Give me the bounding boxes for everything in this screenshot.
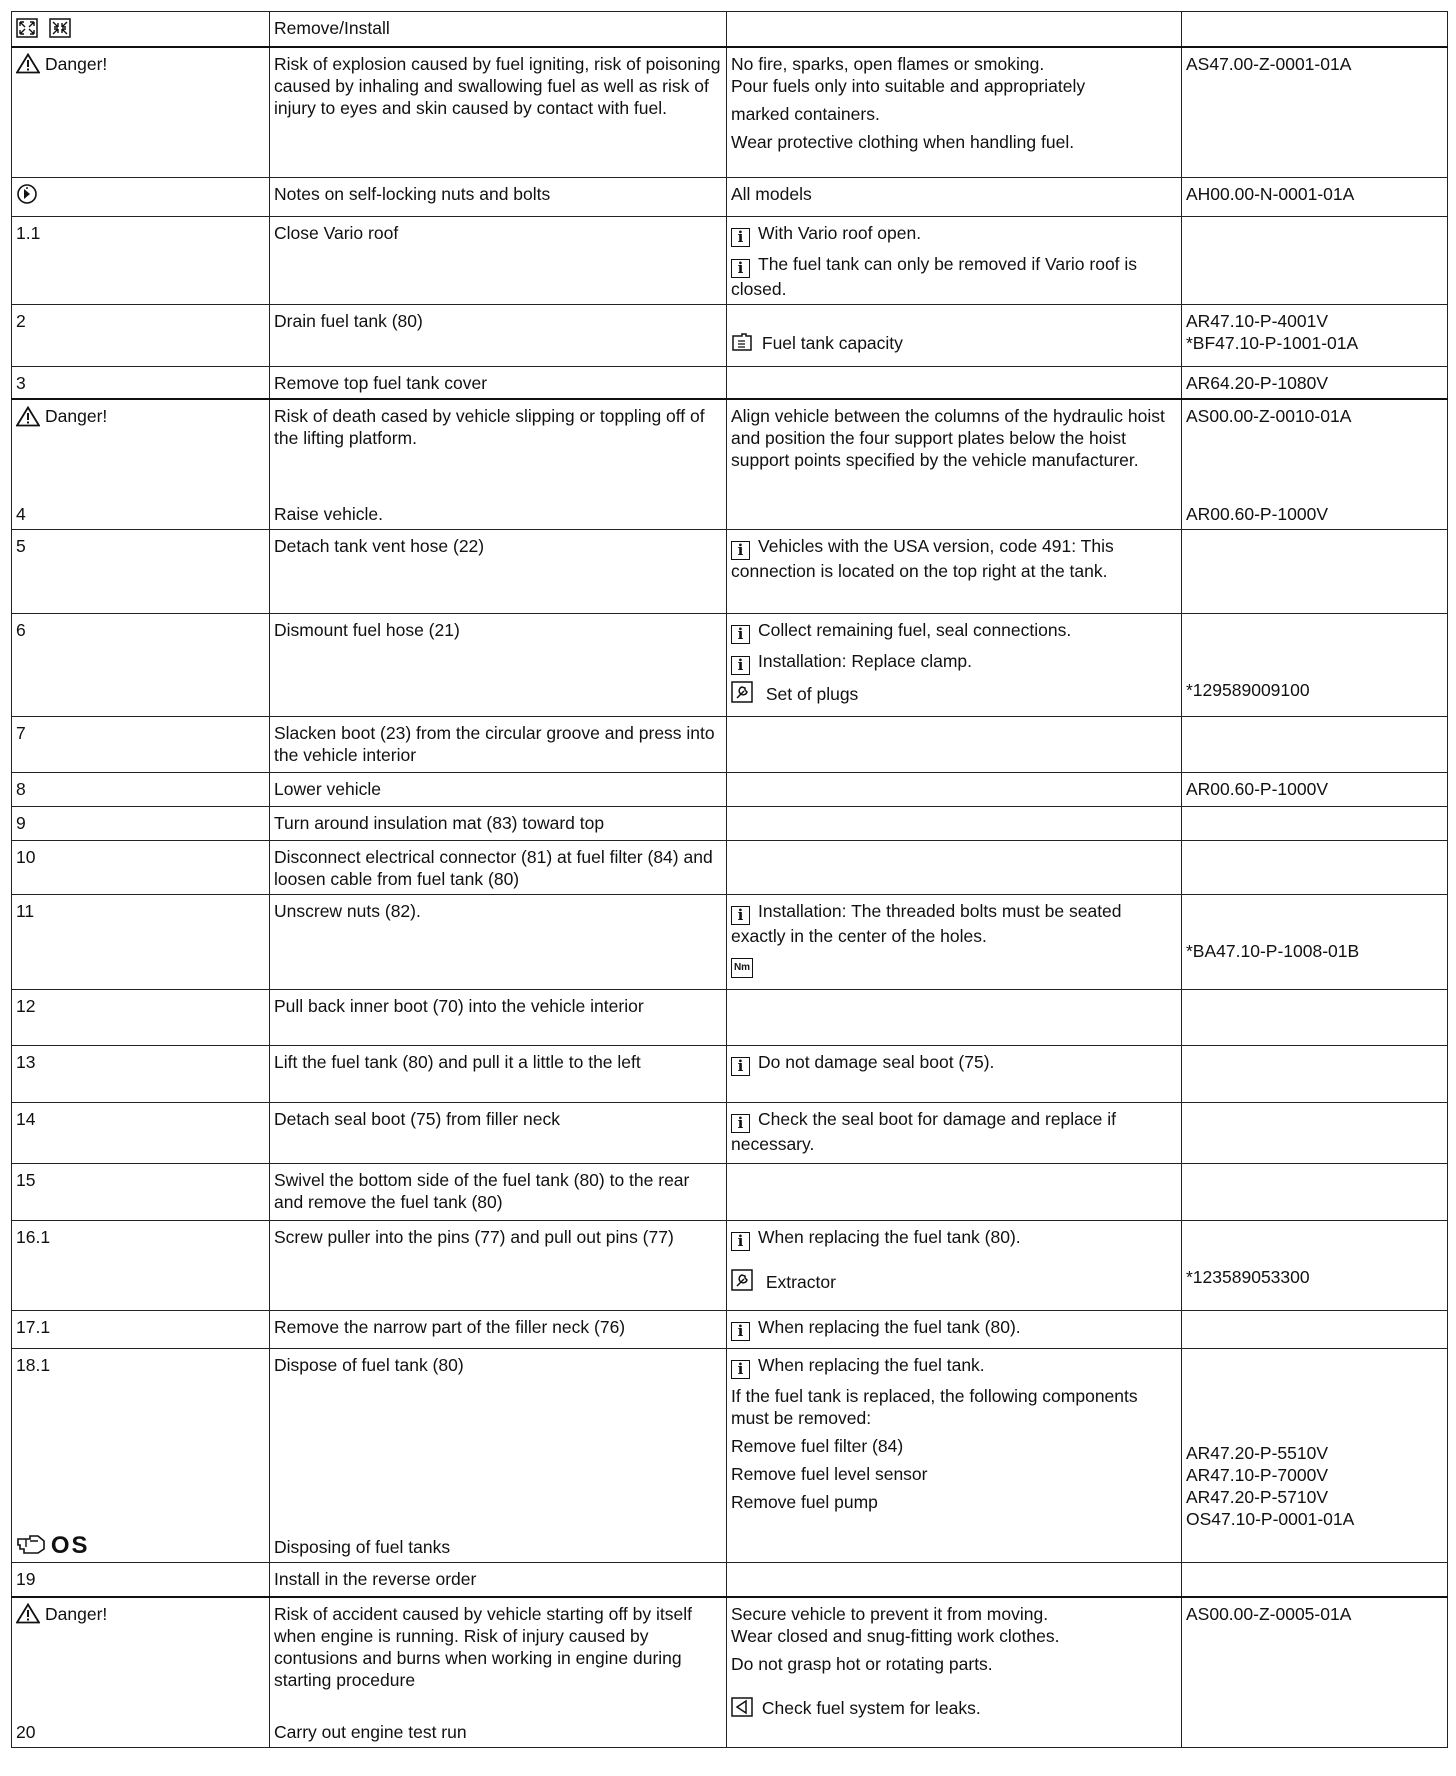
step-description: Pull back inner boot (70) into the vehicle interior <box>270 990 727 1046</box>
step-number: 20 <box>16 1721 36 1742</box>
step-number: 17.1 <box>12 1311 270 1349</box>
reference-code: AS00.00-Z-0010-01A <box>1186 406 1352 426</box>
table-row <box>12 841 1448 895</box>
table-row <box>12 717 1448 773</box>
step-description: Carry out engine test run <box>274 1721 467 1742</box>
table-row <box>12 773 1448 807</box>
step-description: Turn around insulation mat (83) toward top <box>270 807 727 841</box>
step-number: 3 <box>12 367 270 400</box>
step-number: 12 <box>12 990 270 1046</box>
step-number: 7 <box>12 717 270 773</box>
step-description: Swivel the bottom side of the fuel tank (80) to the rear and remove the fuel tank (80) <box>270 1164 727 1221</box>
table-row: 16.1 Screw puller into the pins (77) and pull out pins (77) i When replacing the fuel tank (80). Extractor *123589053300 <box>12 1221 1448 1311</box>
table-row: 18.1 OS Dispose of fuel tank (80) Disposing of fuel tanks i When replacing the fuel tank. If the fuel tank is replaced, the following components must be removed: Remove fuel filter (84) Remove fuel level sensor Remove fuel pump AR47.20-P-5510V AR47.10-P-7000V AR47.20-P-5710V OS47.10-P-0001-01A <box>12 1349 1448 1563</box>
table-row: Danger! Risk of explosion caused by fuel igniting, risk of poisoning caused by inhaling and swallowing fuel as well as risk of injury to eyes and skin caused by contact with fuel. No fire, sparks, open flames or smoking. Pour fuels only into suitable and appropriately marked containers. Wear protective clothing when handling fuel. AS47.00-Z-0001-01A <box>12 47 1448 178</box>
warning-triangle-icon <box>16 53 40 74</box>
info-icon: i <box>731 906 750 925</box>
step-description: Lift the fuel tank (80) and pull it a little to the left <box>270 1046 727 1103</box>
header-action: Remove/Install <box>270 12 727 47</box>
remove-install-icons <box>12 12 270 47</box>
reference-code: AS47.00-Z-0001-01A <box>1182 47 1448 178</box>
reference-code: AS00.00-Z-0005-01A <box>1182 1597 1448 1748</box>
warning-triangle-icon <box>16 1603 40 1624</box>
table-row <box>12 367 1448 400</box>
step-description: Raise vehicle. <box>274 504 383 524</box>
step-number: 18.1 <box>16 1355 51 1375</box>
step-number: 13 <box>12 1046 270 1103</box>
info-icon: i <box>731 541 750 560</box>
reference-code: AH00.00-N-0001-01A <box>1182 178 1448 217</box>
procedure-table <box>11 11 1448 1748</box>
reference-code: *BF47.10-P-1001-01A <box>1186 333 1359 353</box>
step-number: 2 <box>12 305 270 367</box>
step-number: 14 <box>12 1103 270 1164</box>
reference-code: AR00.60-P-1000V <box>1182 773 1448 807</box>
step-description: Remove the narrow part of the filler neck (76) <box>270 1311 727 1349</box>
table-row <box>12 1164 1448 1221</box>
step-description: Risk of death cased by vehicle slipping or toppling off of the lifting platform. <box>274 406 705 448</box>
procedure-document <box>11 11 1447 1748</box>
special-tool-icon <box>731 1269 753 1291</box>
info-icon: i <box>731 1057 750 1076</box>
reference-code: AR47.20-P-5710V <box>1186 1487 1329 1507</box>
table-row <box>12 1563 1448 1597</box>
pointing-hand-icon <box>16 1533 46 1555</box>
leak-check-icon <box>731 1697 753 1717</box>
reference-code: AR47.10-P-4001V <box>1186 311 1329 331</box>
danger-warning: Danger! <box>16 1603 265 1625</box>
reference-code: *BA47.10-P-1008-01B <box>1186 941 1360 961</box>
danger-warning: Danger! <box>16 53 107 75</box>
step-description: Risk of explosion caused by fuel igniting, risk of poisoning caused by inhaling and swallowing fuel as well as risk of injury to eyes and skin caused by contact with fuel. <box>270 47 727 178</box>
table-row: Danger! 4 Risk of death cased by vehicle slipping or toppling off of the lifting platform. Raise vehicle. Align vehicle between the columns of the hydraulic hoist and position the four support plates below the hoist support points specified by the vehicle manufacturer. AS00.00-Z-0010-01A AR00.60-P-1000V <box>12 399 1448 530</box>
os-label: OS <box>50 1532 90 1559</box>
info-icon: i <box>731 1360 750 1379</box>
table-row <box>12 807 1448 841</box>
step-number: 15 <box>12 1164 270 1221</box>
table-row: 13 Lift the fuel tank (80) and pull it a little to the left i Do not damage seal boot (75). <box>12 1046 1448 1103</box>
danger-warning: Danger! <box>16 405 265 427</box>
warning-triangle-icon <box>16 406 40 427</box>
info-icon: i <box>731 625 750 644</box>
remove-icon <box>16 18 38 38</box>
step-description: Install in the reverse order <box>270 1563 727 1597</box>
table-row <box>12 12 1448 47</box>
reference-code: *129589009100 <box>1186 680 1310 700</box>
step-number: 5 <box>12 530 270 614</box>
info-icon: i <box>731 656 750 675</box>
step-description: Disconnect electrical connector (81) at fuel filter (84) and loosen cable from fuel tank (80) <box>270 841 727 895</box>
table-row: 17.1 Remove the narrow part of the filler neck (76) i When replacing the fuel tank (80). <box>12 1311 1448 1349</box>
capacity-tank-icon <box>731 332 753 352</box>
step-description: Drain fuel tank (80) <box>270 305 727 367</box>
step-description: Risk of accident caused by vehicle starting off by itself when engine is running. Risk of injury caused by contusions and burns when working in engine during starting procedure <box>274 1603 692 1690</box>
step-number: 8 <box>12 773 270 807</box>
step-description: Disposing of fuel tanks <box>274 1537 451 1557</box>
reference-code: OS47.10-P-0001-01A <box>1186 1509 1355 1529</box>
table-row: 1.1 Close Vario roof i With Vario roof open. i The fuel tank can only be removed if Vario roof is closed. <box>12 217 1448 305</box>
install-icon <box>49 18 71 38</box>
special-tool-icon <box>731 681 753 703</box>
step-description: Dismount fuel hose (21) <box>270 614 727 717</box>
reference-code: *123589053300 <box>1186 1267 1310 1287</box>
notes-arrow-icon <box>16 183 38 205</box>
step-description: Dispose of fuel tank (80) <box>274 1355 464 1375</box>
step-number: 1.1 <box>12 217 270 305</box>
table-row <box>12 990 1448 1046</box>
table-row: 14 Detach seal boot (75) from filler neck i Check the seal boot for damage and replace if necessary. <box>12 1103 1448 1164</box>
table-row: Notes on self-locking nuts and bolts All models AH00.00-N-0001-01A <box>12 178 1448 217</box>
info-icon: i <box>731 1232 750 1251</box>
reference-code: AR47.20-P-5510V <box>1186 1443 1329 1463</box>
info-icon: i <box>731 259 750 278</box>
step-description: Remove top fuel tank cover <box>270 367 727 400</box>
step-description: Close Vario roof <box>270 217 727 305</box>
step-description: Lower vehicle <box>270 773 727 807</box>
step-number: 9 <box>12 807 270 841</box>
step-description: Notes on self-locking nuts and bolts <box>270 178 727 217</box>
table-row: Danger! 20 Risk of accident caused by vehicle starting off by itself when engine is running. Risk of injury caused by contusions and burns when working in engine during starting procedure Carry out engine test run Secure vehicle to prevent it from moving. Wear closed and snug-fitting work clothes. Do not grasp hot or rotating parts. Check fuel system for leaks. AS00.00-Z-0005-01A <box>12 1597 1448 1748</box>
step-description: Unscrew nuts (82). <box>270 895 727 990</box>
step-number: 6 <box>12 614 270 717</box>
table-row: 5 Detach tank vent hose (22) i Vehicles with the USA version, code 491: This connection is located on the top right at the tank. <box>12 530 1448 614</box>
step-description: Detach tank vent hose (22) <box>270 530 727 614</box>
info-icon: i <box>731 1322 750 1341</box>
info-icon: i <box>731 1114 750 1133</box>
step-number: 11 <box>12 895 270 990</box>
step-number: 10 <box>12 841 270 895</box>
step-description: Screw puller into the pins (77) and pull out pins (77) <box>270 1221 727 1311</box>
torque-icon: Nm <box>731 958 753 978</box>
info-icon: i <box>731 228 750 247</box>
step-description: Detach seal boot (75) from filler neck <box>270 1103 727 1164</box>
step-number: 16.1 <box>12 1221 270 1311</box>
reference-code: AR64.20-P-1080V <box>1182 367 1448 400</box>
step-number: 19 <box>12 1563 270 1597</box>
step-description: Slacken boot (23) from the circular groove and press into the vehicle interior <box>270 717 727 773</box>
reference-code: AR47.10-P-7000V <box>1186 1465 1329 1485</box>
table-row: 2 Drain fuel tank (80) Fuel tank capacity AR47.10-P-4001V *BF47.10-P-1001-01A <box>12 305 1448 367</box>
table-row: 11 Unscrew nuts (82). i Installation: The threaded bolts must be seated exactly in the center of the holes. Nm *BA47.10-P-1008-01B <box>12 895 1448 990</box>
step-number: 4 <box>16 504 26 524</box>
table-row: 6 Dismount fuel hose (21) i Collect remaining fuel, seal connections. i Installation: Replace clamp. Set of plugs *129589009100 <box>12 614 1448 717</box>
reference-code: AR00.60-P-1000V <box>1186 504 1329 524</box>
